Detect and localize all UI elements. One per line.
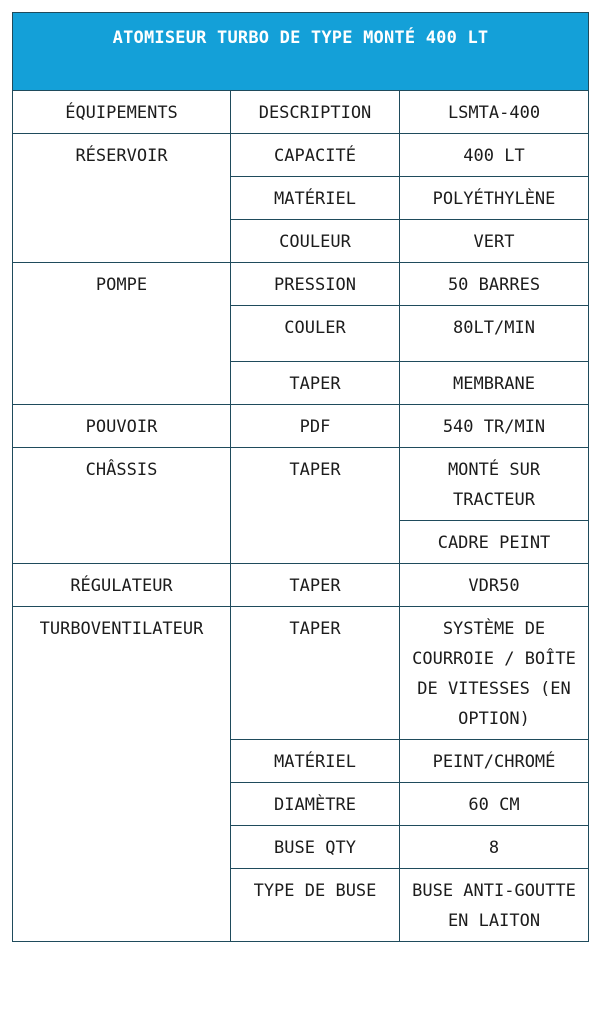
row-value: MONTÉ SUR TRACTEUR <box>400 448 589 521</box>
title-row <box>13 13 589 91</box>
group-pouvoir: POUVOIR <box>13 405 231 448</box>
group-regulateur: RÉGULATEUR <box>13 564 231 607</box>
row-desc: TAPER <box>231 607 400 740</box>
row-desc: BUSE QTY <box>231 826 400 869</box>
row-desc: CAPACITÉ <box>231 134 400 177</box>
row-desc: TYPE DE BUSE <box>231 869 400 942</box>
row-value: VDR50 <box>400 564 589 607</box>
table-row <box>13 607 589 740</box>
group-pompe: POMPE <box>13 263 231 405</box>
row-value: SYSTÈME DE COURROIE / BOÎTE DE VITESSES (EN OPTION) <box>400 607 589 740</box>
row-desc: DIAMÈTRE <box>231 783 400 826</box>
row-value: VERT <box>400 220 589 263</box>
row-desc: PRESSION <box>231 263 400 306</box>
group-reservoir: RÉSERVOIR <box>13 134 231 263</box>
row-value: 60 CM <box>400 783 589 826</box>
table-title: ATOMISEUR TURBO DE TYPE MONTÉ 400 LT <box>13 13 589 91</box>
table-row <box>13 564 589 607</box>
row-desc: MATÉRIEL <box>231 740 400 783</box>
group-turboventilateur: TURBOVENTILATEUR <box>13 607 231 942</box>
spec-table <box>12 12 589 942</box>
row-value: CADRE PEINT <box>400 521 589 564</box>
row-value: 8 <box>400 826 589 869</box>
row-value: MEMBRANE <box>400 362 589 405</box>
row-value: 80LT/MIN <box>400 306 589 362</box>
row-desc: COULEUR <box>231 220 400 263</box>
header-description: DESCRIPTION <box>231 91 400 134</box>
table-row <box>13 263 589 306</box>
table-row <box>13 448 589 521</box>
header-model: LSMTA-400 <box>400 91 589 134</box>
header-row <box>13 91 589 134</box>
row-value: 540 TR/MIN <box>400 405 589 448</box>
row-value: 400 LT <box>400 134 589 177</box>
row-desc: COULER <box>231 306 400 362</box>
header-equipements: ÉQUIPEMENTS <box>13 91 231 134</box>
group-chassis: CHÂSSIS <box>13 448 231 564</box>
row-value: BUSE ANTI-GOUTTE EN LAITON <box>400 869 589 942</box>
row-desc: TAPER <box>231 362 400 405</box>
table-row <box>13 405 589 448</box>
row-desc: TAPER <box>231 448 400 564</box>
row-value: POLYÉTHYLÈNE <box>400 177 589 220</box>
row-value: 50 BARRES <box>400 263 589 306</box>
row-desc: TAPER <box>231 564 400 607</box>
row-value: PEINT/CHROMÉ <box>400 740 589 783</box>
row-desc: PDF <box>231 405 400 448</box>
table-row <box>13 134 589 177</box>
row-desc: MATÉRIEL <box>231 177 400 220</box>
